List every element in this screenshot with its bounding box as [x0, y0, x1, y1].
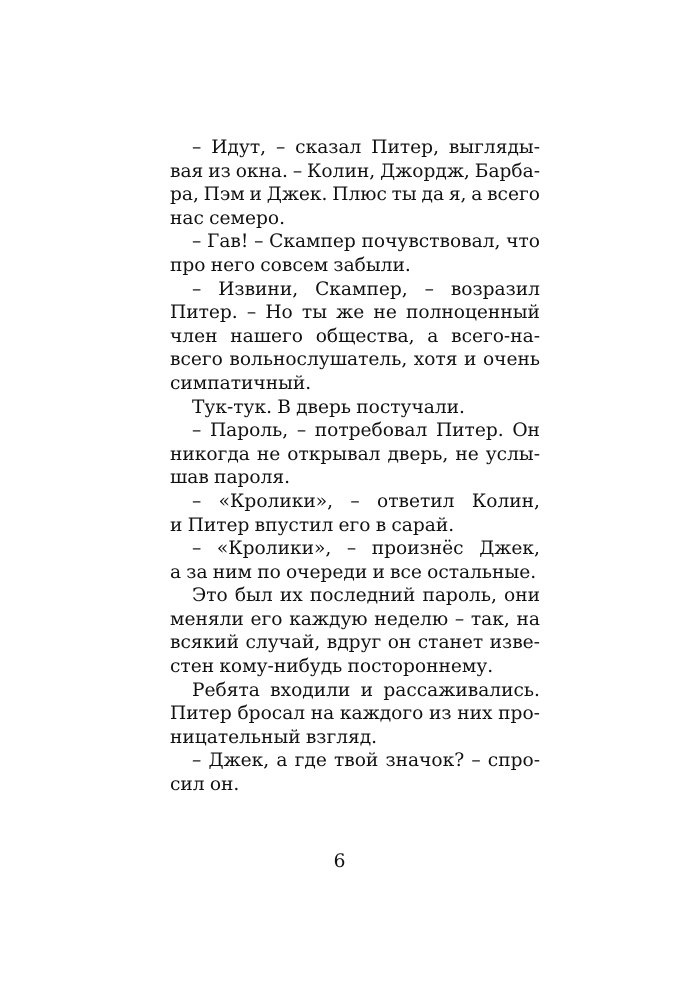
paragraph [170, 396, 540, 420]
text-line: – Извини, Скампер, – возразил [192, 278, 540, 300]
text-line: нас семеро. [170, 207, 286, 229]
text-line: ра, Пэм и Джек. Плюс ты да я, а всего [170, 184, 540, 206]
paragraph [170, 419, 540, 490]
text-line: – Пароль, – потребовал Питер. Он [192, 420, 540, 442]
text-line: всякий случай, вдруг он станет изве- [170, 632, 540, 654]
paragraph [170, 490, 540, 537]
text-line: вая из окна. – Колин, Джордж, Барба- [170, 160, 540, 182]
text-line: всего вольнослушатель, хотя и очень [170, 349, 540, 371]
paragraph [170, 537, 540, 584]
text-line: – Джек, а где твой значок? – спро- [192, 750, 540, 772]
text-line: стен кому-нибудь постороннему. [170, 656, 494, 678]
paragraph [170, 136, 540, 230]
text-line: Питер. – Но ты же не полноценный [170, 302, 540, 324]
paragraph [170, 230, 540, 277]
text-line: никогда не открывал дверь, не услы- [170, 443, 540, 465]
text-line: – Гав! – Скампер почувствовал, что [192, 231, 540, 253]
text-line: Тук-тук. В дверь постучали. [192, 396, 465, 418]
text-line: меняли его каждую неделю – так, на [170, 608, 540, 630]
text-line: симпатичный. [170, 372, 312, 394]
paragraph [170, 584, 540, 678]
page-number: 6 [333, 851, 346, 872]
text-line: – «Кролики», – ответил Колин, [192, 490, 540, 512]
paragraph [170, 278, 540, 396]
text-line: а за ним по очереди и все остальные. [170, 561, 537, 583]
text-line: ницательный взгляд. [170, 726, 378, 748]
paragraph [170, 679, 540, 750]
body-text [170, 136, 540, 797]
text-line: член нашего общества, а всего-на- [170, 325, 540, 347]
text-line: – Идут, – сказал Питер, выгляды- [192, 137, 540, 158]
text-line: Ребята входили и рассаживались. [192, 679, 540, 701]
text-line: про него совсем забыли. [170, 254, 411, 276]
paragraph [170, 749, 540, 796]
text-line: сил он. [170, 774, 240, 796]
text-line: Это был их последний пароль, они [192, 585, 540, 607]
text-line: – «Кролики», – произнёс Джек, [192, 538, 540, 560]
text-line: шав пароля. [170, 467, 291, 489]
text-line: и Питер впустил его в сарай. [170, 514, 455, 536]
text-line: Питер бросал на каждого из них про- [170, 703, 540, 725]
